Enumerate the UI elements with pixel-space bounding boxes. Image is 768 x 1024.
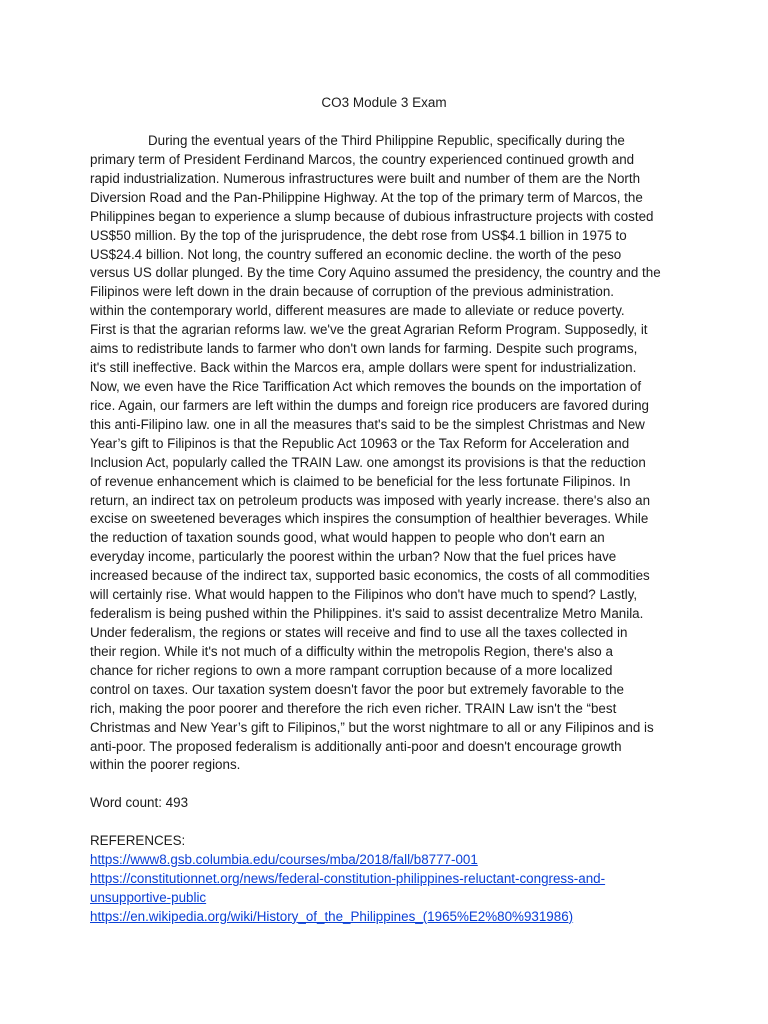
reference-link[interactable] <box>90 870 605 908</box>
essay-line: US$50 million. By the top of the jurisprudence, the debt rose from US$4.1 billion in 1975 to <box>90 227 627 243</box>
essay-line: Inclusion Act, popularly called the TRAIN Law. one amongst its provisions is that the reduction <box>90 454 646 470</box>
essay-line: everyday income, particularly the poorest within the urban? Now that the fuel prices have <box>90 549 617 565</box>
reference-link-text: https://constitutionnet.org/news/federal-constitution-philippines-reluctant-congress-and- <box>90 870 606 886</box>
essay-line: Under federalism, the regions or states will receive and find to use all the taxes collected in <box>90 624 628 640</box>
essay-line: Diversion Road and the Pan-Philippine Highway. At the top of the primary term of Marcos, the <box>90 189 643 205</box>
essay-line: will certainly rise. What would happen to the Filipinos who don't have much to spend? Lastly, <box>90 587 638 603</box>
essay-body <box>90 132 680 775</box>
essay-line: excise on sweetened beverages which inspires the consumption of healthier beverages. While <box>90 511 649 527</box>
essay-line: this anti-Filipino law. one in all the measures that's said to be the simplest Christmas and New <box>90 416 645 432</box>
essay-line: primary term of President Ferdinand Marcos, the country experienced continued growth and <box>90 151 635 167</box>
essay-line: During the eventual years of the Third Philippine Republic, specifically during the <box>148 133 625 148</box>
reference-link-text: https://en.wikipedia.org/wiki/History_of_the_Philippines_(1965%E2%80%931986) <box>90 908 574 924</box>
essay-line: within the contemporary world, different measures are made to alleviate or reduce poverty. <box>90 303 625 319</box>
reference-link[interactable] <box>90 908 605 927</box>
essay-line: it's still ineffective. Back within the Marcos era, ample dollars were spent for industrialization. <box>90 360 637 376</box>
essay-line: aims to redistribute lands to farmer who don't own lands for farming. Despite such programs, <box>90 341 638 357</box>
essay-line: US$24.4 billion. Not long, the country suffered an economic decline. the worth of the peso <box>90 246 622 262</box>
essay-line: chance for richer regions to own a more rampant corruption because of a more localized <box>90 662 613 678</box>
reference-item <box>90 870 605 908</box>
essay-line: Year’s gift to Filipinos is that the Republic Act 10963 or the Tax Reform for Acceleration and <box>90 435 630 451</box>
essay-line: First is that the agrarian reforms law. we've the great Agrarian Reform Program. Supposedly, it <box>90 322 648 338</box>
essay-line: rich, making the poor poorer and therefore the rich even richer. TRAIN Law isn't the “best <box>90 700 617 716</box>
reference-item <box>90 851 605 870</box>
references-list <box>90 851 605 927</box>
essay-line: versus US dollar plunged. By the time Cory Aquino assumed the presidency, the country and the <box>90 265 661 281</box>
essay-line: their region. While it's not much of a difficulty within the metropolis Region, there's also a <box>90 643 613 659</box>
essay-line: increased because of the indirect tax, supported basic economics, the costs of all commodities <box>90 568 650 584</box>
essay-line: return, an indirect tax on petroleum products was imposed with yearly increase. there's also an <box>90 492 651 508</box>
essay-line: federalism is being pushed within the Philippines. it's said to assist decentralize Metro Manila. <box>90 606 644 622</box>
essay-line: of revenue enhancement which is claimed to be beneficial for the less fortunate Filipinos. In <box>90 473 631 489</box>
essay-line: the reduction of taxation sounds good, what would happen to people who don't earn an <box>90 530 605 546</box>
essay-line: control on taxes. Our taxation system doesn't favor the poor but extremely favorable to the <box>90 681 624 697</box>
reference-item <box>90 908 605 927</box>
essay-line: Now, we even have the Rice Tariffication Act which removes the bounds on the importation of <box>90 378 642 394</box>
references-heading: REFERENCES: <box>90 833 186 848</box>
essay-line: Philippines began to experience a slump because of dubious infrastructure projects with costed <box>90 208 654 224</box>
essay-line: Filipinos were left down in the drain because of corruption of the previous administration. <box>90 284 615 300</box>
essay-line: anti-poor. The proposed federalism is additionally anti-poor and doesn't encourage growth <box>90 738 622 754</box>
word-count: Word count: 493 <box>90 795 189 810</box>
document-title: CO3 Module 3 Exam <box>321 95 447 110</box>
essay-line: within the poorer regions. <box>90 757 241 773</box>
reference-link-text: https://www8.gsb.columbia.edu/courses/mba/2018/fall/b8777-001 <box>90 852 478 867</box>
reference-link-text: unsupportive-public <box>90 889 207 905</box>
reference-link[interactable] <box>90 851 605 870</box>
essay-line: rice. Again, our farmers are left within the dumps and foreign rice producers are favored during <box>90 397 649 413</box>
essay-line: rapid industrialization. Numerous infrastructures were built and number of them are the North <box>90 170 641 186</box>
essay-line: Christmas and New Year’s gift to Filipinos,” but the worst nightmare to all or any Filipinos and is <box>90 719 654 735</box>
